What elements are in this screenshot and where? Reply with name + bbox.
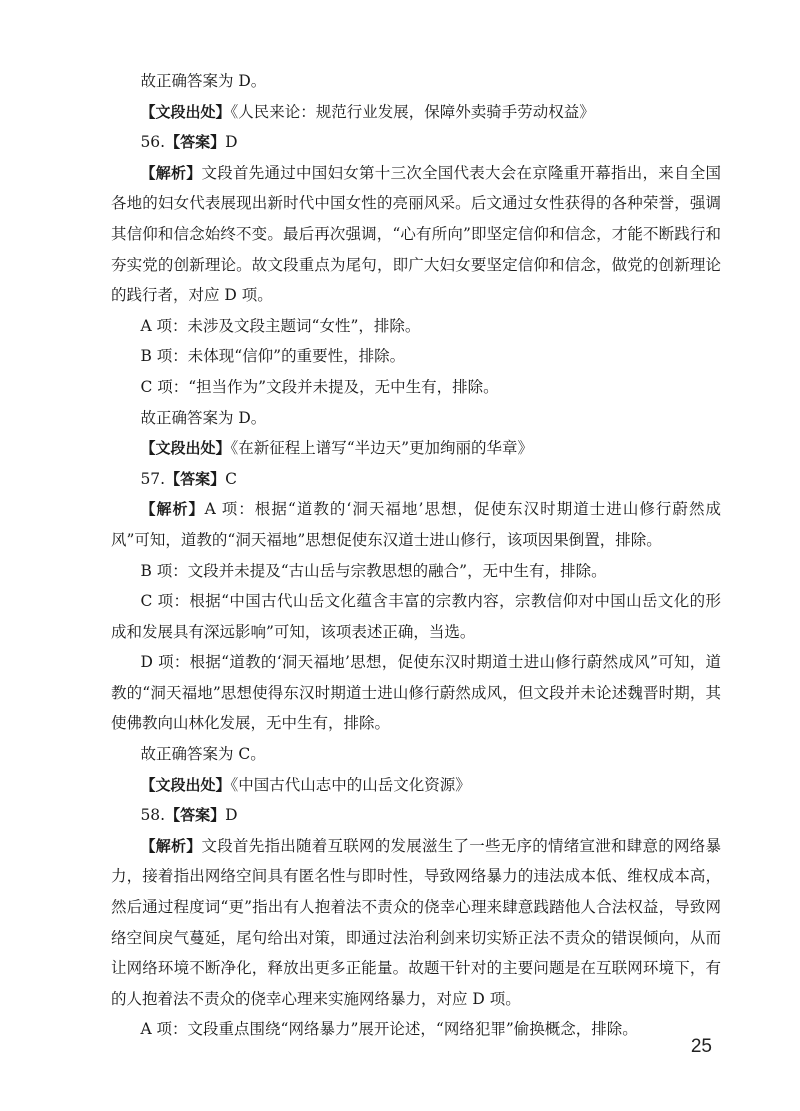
analysis-label: 【解析】: [140, 163, 202, 182]
source-text: 《在新征程上谱写“半边天”更加绚丽的华章》: [230, 439, 534, 458]
option-b-56: B 项：未体现“信仰”的重要性，排除。: [140, 347, 406, 366]
source-label: 【文段出处】: [140, 102, 231, 121]
source-text: 《中国古代山志中的山岳文化资源》: [230, 775, 471, 794]
analysis-56: [111, 158, 721, 311]
conclusion-57: 故正确答案为 C。: [140, 745, 266, 764]
conclusion-56: 故正确答案为 D。: [140, 408, 267, 427]
analysis-text: A 项：根据“道教的‘洞天福地’思想，促使东汉时期道士进山修行蔚然成风”可知，道教的“洞天福地”思想促使东汉道士进山修行，该项因果倒置，排除。: [111, 500, 721, 549]
answer-label: 【答案】: [165, 469, 226, 488]
source-label: 【文段出处】: [140, 439, 231, 458]
source-text: 《人民来论：规范行业发展，保障外卖骑手劳动权益》: [230, 102, 595, 121]
answer-label: 【答案】: [165, 806, 226, 825]
source-label: 【文段出处】: [140, 775, 231, 794]
answer-value: C: [225, 469, 237, 488]
option-d-57: D 项：根据“道教的‘洞天福地’思想，促使东汉时期道士进山修行蔚然成风”可知，道教的“洞天福地”思想使得东汉时期道士进山修行蔚然成风，但文段并未论述魏晋时期，其使佛教向山林化发展，无中生有，排除。: [111, 653, 721, 733]
option-a-56: A 项：未涉及文段主题词“女性”，排除。: [140, 316, 421, 335]
question-number: 57.: [140, 469, 166, 488]
conclusion-55: 故正确答案为 D。: [140, 72, 267, 90]
source-57: [111, 770, 721, 801]
analysis-text: 文段首先指出随着互联网的发展滋生了一些无序的情绪宣泄和肆意的网络暴力，接着指出网络空间具有匿名性与即时性，导致网络暴力的违法成本低、维权成本高，然后通过程度词“更”指出有人抱着法不责众的侥幸心理来肆意践踏他人合法权益，导致网络空间戾气蔓延，尾句给出对策，即通过法治利剑来切实矫正法不责众的错误倾向，从而让网络环境不断净化，释放出更多正能量。故题干针对的主要问题是在互联网环境下，有的人抱着法不责众的侥幸心理来实施网络暴力，对应 D 项。: [111, 836, 721, 1008]
source-55: [111, 97, 721, 128]
analysis-text: 文段首先通过中国妇女第十三次全国代表大会在京隆重开幕指出，来自全国各地的妇女代表展现出新时代中国女性的亮丽风采。后文通过女性获得的各种荣誉，强调其信仰和信念始终不变。最后再次强调，“心有所向”即坚定信仰和信念，才能不断践行和夯实党的创新理论。故文段重点为尾句，即广大妇女要坚定信仰和信念，做党的创新理论的践行者，对应 D 项。: [111, 163, 721, 305]
option-c-56: C 项：“担当作为”文段并未提及，无中生有，排除。: [140, 377, 499, 396]
question-number: 58.: [140, 806, 166, 825]
option-c-57: C 项：根据“中国古代山岳文化蕴含丰富的宗教内容，宗教信仰对中国山岳文化的形成和发展具有深远影响”可知，该项表述正确，当选。: [111, 592, 721, 641]
option-b-57: B 项：文段并未提及“古山岳与宗教思想的融合”，无中生有，排除。: [140, 561, 607, 580]
source-56: [111, 433, 721, 464]
analysis-57: [111, 494, 721, 555]
analysis-label: 【解析】: [140, 836, 202, 855]
question-number: 56.: [140, 133, 166, 152]
analysis-58: [111, 831, 721, 1015]
answer-57: [111, 464, 721, 495]
answer-56: [111, 127, 721, 158]
option-a-58: A 项：文段重点围绕“网络暴力”展开论述，“网络犯罪”偷换概念，排除。: [140, 1020, 638, 1039]
answer-label: 【答案】: [165, 133, 226, 152]
answer-value: D: [225, 806, 238, 825]
document-body: [111, 66, 721, 1045]
analysis-label: 【解析】: [140, 500, 205, 519]
answer-58: [111, 800, 721, 831]
answer-value: D: [225, 133, 238, 152]
page-number: 25: [690, 1036, 712, 1057]
